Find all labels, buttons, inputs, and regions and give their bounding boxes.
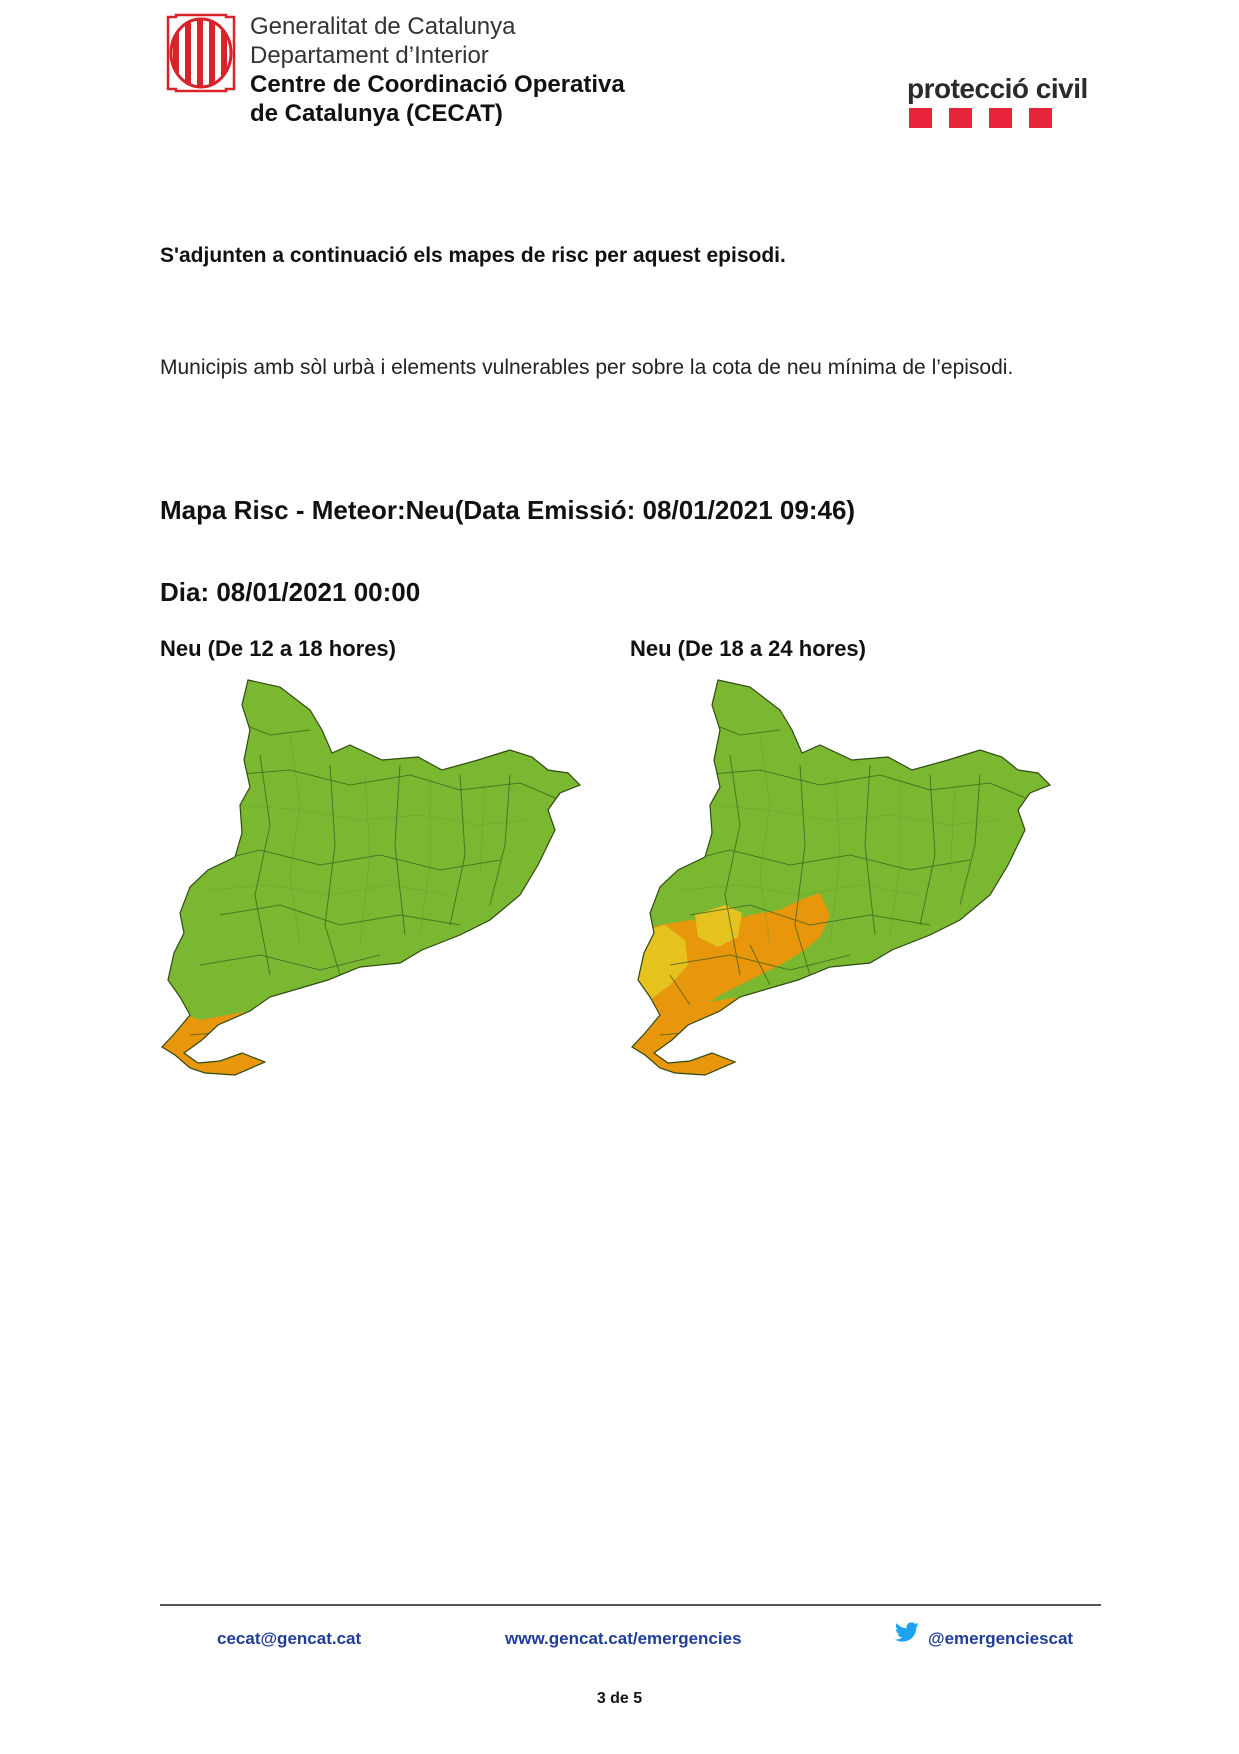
panel-label-12-18: Neu (De 12 a 18 hores) — [160, 636, 396, 661]
day-title: Dia: 08/01/2021 00:00 — [160, 577, 421, 607]
org-line-centre: Centre de Coordinació Operativa — [250, 71, 625, 98]
risk-map-12-18 — [160, 675, 620, 1135]
proteccio-civil-logo — [907, 74, 1097, 134]
risk-map-18-24 — [630, 675, 1090, 1135]
org-line-generalitat: Generalitat de Catalunya — [250, 13, 516, 40]
twitter-bird-icon[interactable] — [894, 1622, 920, 1644]
proteccio-civil-squares-icon — [907, 108, 1097, 130]
footer-website-link[interactable]: www.gencat.cat/emergencies — [505, 1629, 742, 1648]
proteccio-civil-logo-text: protecció civil — [907, 73, 1088, 104]
page-number: 3 de 5 — [596, 1690, 643, 1707]
footer-divider — [160, 1604, 1101, 1606]
panel-label-18-24: Neu (De 18 a 24 hores) — [630, 636, 866, 661]
footer-email-link[interactable]: cecat@gencat.cat — [217, 1629, 362, 1648]
org-line-department: Departament d’Interior — [250, 42, 489, 69]
note-text: Municipis amb sòl urbà i elements vulnerables per sobre la cota de neu mínima de l’episodi. — [160, 356, 1014, 379]
organization-name — [250, 12, 625, 128]
map-title: Mapa Risc - Meteor:Neu(Data Emissió: 08/01/2021 09:46) — [160, 495, 856, 525]
risk-area-orange — [160, 1005, 360, 1135]
org-line-cecat: de Catalunya (CECAT) — [250, 100, 503, 127]
intro-text: S'adjunten a continuació els mapes de risc per aquest episodi. — [160, 244, 786, 267]
generalitat-seal-icon — [166, 13, 236, 93]
footer-twitter-link[interactable]: @emergenciescat — [928, 1629, 1074, 1648]
